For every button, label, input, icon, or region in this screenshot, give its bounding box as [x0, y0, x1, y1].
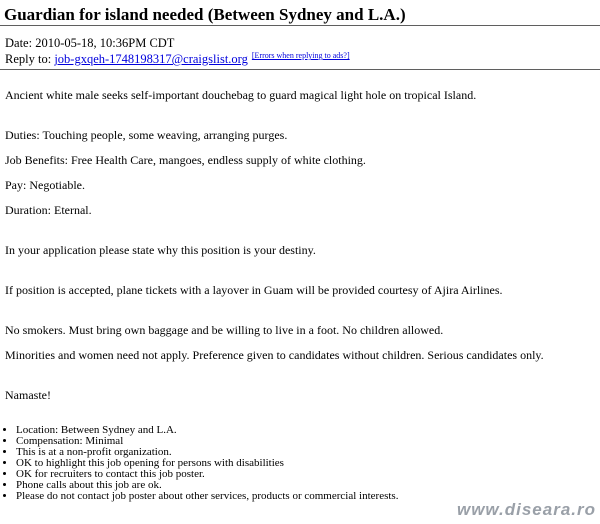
- posting-attribute: • Phone calls about this job are ok.: [16, 480, 600, 491]
- posting-attribute: • OK to highlight this job opening for persons with disabilities: [16, 458, 600, 469]
- posting-attribute: • Compensation: Minimal: [16, 436, 600, 447]
- posting-attribute: • Please do not contact job poster about other services, products or commercial interests.: [16, 491, 600, 502]
- divider-bottom: [0, 69, 600, 70]
- post-body-paragraph: Minorities and women need not apply. Preference given to candidates without children. Serious candidates only.: [5, 348, 544, 362]
- date-value: 2010-05-18, 10:36PM CDT: [35, 36, 175, 50]
- post-body-paragraph: If position is accepted, plane tickets with a layover in Guam will be provided courtesy of Ajira Airlines.: [5, 283, 503, 297]
- post-meta: [5, 35, 600, 69]
- posting-attribute: • Location: Between Sydney and L.A.: [16, 425, 600, 436]
- reply-email-link[interactable]: job-gxqeh-1748198317@craigslist.org: [54, 52, 248, 66]
- date-label: Date:: [5, 36, 33, 50]
- post-body-paragraph: Pay: Negotiable.: [5, 178, 85, 192]
- date-line: [5, 35, 600, 51]
- posting-attributes-list: [0, 425, 600, 502]
- post-body-paragraph: Job Benefits: Free Health Care, mangoes, endless supply of white clothing.: [5, 153, 366, 167]
- post-title: Guardian for island needed (Between Sydney and L.A.): [4, 5, 406, 24]
- watermark: www.diseara.ro: [456, 500, 596, 519]
- post-body-paragraph: Namaste!: [5, 388, 51, 402]
- post-body-paragraph: No smokers. Must bring own baggage and be willing to live in a foot. No children allowed.: [5, 323, 444, 337]
- post-body-paragraph: Duties: Touching people, some weaving, arranging purges.: [5, 128, 288, 142]
- reply-line: [5, 51, 600, 69]
- post-body: [0, 88, 600, 403]
- post-body-paragraph: Duration: Eternal.: [5, 203, 92, 217]
- post-body-paragraph: Ancient white male seeks self-important douchebag to guard magical light hole on tropical Island.: [5, 88, 477, 102]
- posting-attribute: • OK for recruiters to contact this job poster.: [16, 469, 600, 480]
- post-body-paragraph: In your application please state why this position is your destiny.: [5, 243, 316, 257]
- errors-when-replying-link[interactable]: [Errors when replying to ads?]: [251, 51, 350, 60]
- divider-top: [0, 25, 600, 26]
- posting-attribute: • This is at a non-profit organization.: [16, 447, 600, 458]
- reply-label: Reply to:: [5, 52, 52, 66]
